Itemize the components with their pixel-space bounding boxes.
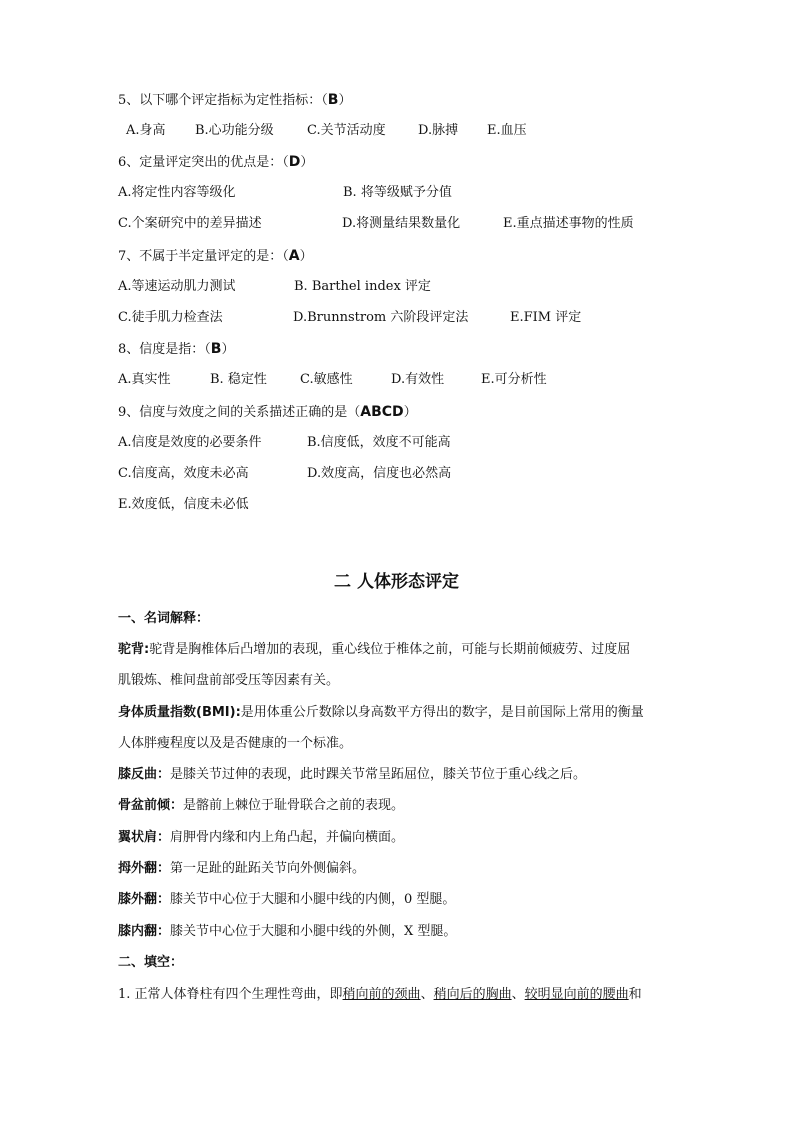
fill-heading: 二、填空： bbox=[118, 955, 184, 970]
term: 膝外翻： bbox=[118, 892, 171, 907]
term: 驼背: bbox=[118, 642, 150, 657]
question-stem: 6、定量评定突出的优点是：（ bbox=[118, 155, 289, 170]
question-6: 6、定量评定突出的优点是：（D） bbox=[118, 154, 314, 170]
option-a: A.将定性内容等级化 bbox=[118, 185, 236, 200]
question-stem: 5、以下哪个评定指标为定性指标：（ bbox=[118, 93, 328, 108]
option-e: E.重点描述事物的性质 bbox=[503, 216, 634, 231]
fill-question-1: 1. 正常人体脊柱有四个生理性弯曲，即稍向前的颈曲、稍向后的胸曲、较明显向前的腰曲和 bbox=[118, 987, 642, 1002]
definition-bmi bbox=[118, 704, 644, 722]
option-a: A.信度是效度的必要条件 bbox=[118, 435, 262, 450]
option-e: E.效度低，信度未必低 bbox=[118, 497, 249, 512]
option-c: C.信度高，效度未必高 bbox=[118, 466, 249, 481]
question-stem: 7、不属于半定量评定的是：（ bbox=[118, 249, 289, 264]
option-b: B. Barthel index 评定 bbox=[294, 279, 431, 294]
option-c: C.敏感性 bbox=[300, 372, 353, 387]
option-c: C.个案研究中的差异描述 bbox=[118, 216, 262, 231]
option-a: A.身高 bbox=[126, 123, 166, 138]
option-e: E.可分析性 bbox=[481, 372, 547, 387]
option-b: B. 将等级赋予分值 bbox=[343, 185, 452, 200]
option-e: E.血压 bbox=[487, 123, 527, 138]
definition-pelvic-tilt bbox=[118, 797, 404, 815]
definition-genu-recurvatum bbox=[118, 766, 586, 784]
definition-continuation: 人体胖瘦程度以及是否健康的一个标准。 bbox=[118, 736, 353, 751]
definition-text: 驼背是胸椎体后凸增加的表现，重心线位于椎体之前，可能与长期前倾疲劳、过度屈 bbox=[149, 642, 631, 657]
option-e: E.FIM 评定 bbox=[510, 310, 582, 325]
question-7: 7、不属于半定量评定的是：（A） bbox=[118, 248, 313, 264]
question-stem: 9、信度与效度之间的关系描述正确的是（ bbox=[118, 405, 361, 420]
blank-answer: 稍向前的颈曲 bbox=[342, 987, 421, 1002]
term: 膝反曲： bbox=[118, 767, 171, 782]
option-d: D.脉搏 bbox=[418, 123, 459, 138]
option-d: D.将测量结果数量化 bbox=[342, 216, 461, 231]
definition-text: 膝关节中心位于大腿和小腿中线的外侧，X 型腿。 bbox=[170, 924, 457, 939]
question-5: 5、以下哪个评定指标为定性指标：（B） bbox=[118, 92, 352, 108]
definitions-heading: 一、名词解释： bbox=[118, 611, 210, 626]
answer: D bbox=[288, 154, 301, 170]
definition-continuation: 肌锻炼、椎间盘前部受压等因素有关。 bbox=[118, 673, 340, 688]
option-c: C.关节活动度 bbox=[307, 123, 386, 138]
term: 翼状肩： bbox=[118, 830, 171, 845]
option-d: D.有效性 bbox=[391, 372, 445, 387]
definition-text: 膝关节中心位于大腿和小腿中线的内侧，0 型腿。 bbox=[170, 892, 456, 907]
answer: ABCD bbox=[360, 404, 404, 420]
term: 身体质量指数(BMI): bbox=[118, 705, 241, 720]
definition-text: 第一足趾的趾跖关节向外侧偏斜。 bbox=[170, 861, 366, 876]
option-b: B.心功能分级 bbox=[195, 123, 274, 138]
definition-text: 是髂前上棘位于耻骨联合之前的表现。 bbox=[183, 798, 405, 813]
option-b: B. 稳定性 bbox=[210, 372, 267, 387]
term: 拇外翻： bbox=[118, 861, 171, 876]
definition-kyphosis bbox=[118, 641, 630, 659]
term: 骨盆前倾： bbox=[118, 798, 184, 813]
question-8: 8、信度是指：（B） bbox=[118, 341, 235, 357]
blank-answer: 稍向后的胸曲 bbox=[433, 987, 512, 1002]
answer: B bbox=[210, 341, 222, 357]
answer: A bbox=[288, 248, 300, 264]
option-d: D.Brunnstrom 六阶段评定法 bbox=[293, 310, 469, 325]
term: 膝内翻： bbox=[118, 924, 171, 939]
blank-answer: 较明显向前的腰曲 bbox=[524, 987, 629, 1002]
question-stem: 8、信度是指：（ bbox=[118, 342, 211, 357]
option-c: C.徒手肌力检查法 bbox=[118, 310, 223, 325]
section-title: 二 人体形态评定 bbox=[334, 572, 459, 592]
definition-genu-valgum bbox=[118, 891, 455, 909]
definition-winged-scapula bbox=[118, 829, 404, 847]
answer: B bbox=[327, 92, 339, 108]
option-a: A.等速运动肌力测试 bbox=[118, 279, 236, 294]
definition-genu-varum bbox=[118, 923, 456, 941]
definition-hallux-valgus bbox=[118, 860, 365, 878]
definition-text: 肩胛骨内缘和内上角凸起，并偏向横面。 bbox=[170, 830, 405, 845]
option-a: A.真实性 bbox=[118, 372, 171, 387]
definition-text: 是膝关节过伸的表现，此时踝关节常呈跖屈位，膝关节位于重心线之后。 bbox=[170, 767, 587, 782]
question-9: 9、信度与效度之间的关系描述正确的是（ABCD） bbox=[118, 404, 417, 420]
definition-text: 是用体重公斤数除以身高数平方得出的数字，是目前国际上常用的衡量 bbox=[240, 705, 644, 720]
option-b: B.信度低，效度不可能高 bbox=[307, 435, 451, 450]
option-d: D.效度高，信度也必然高 bbox=[307, 466, 452, 481]
